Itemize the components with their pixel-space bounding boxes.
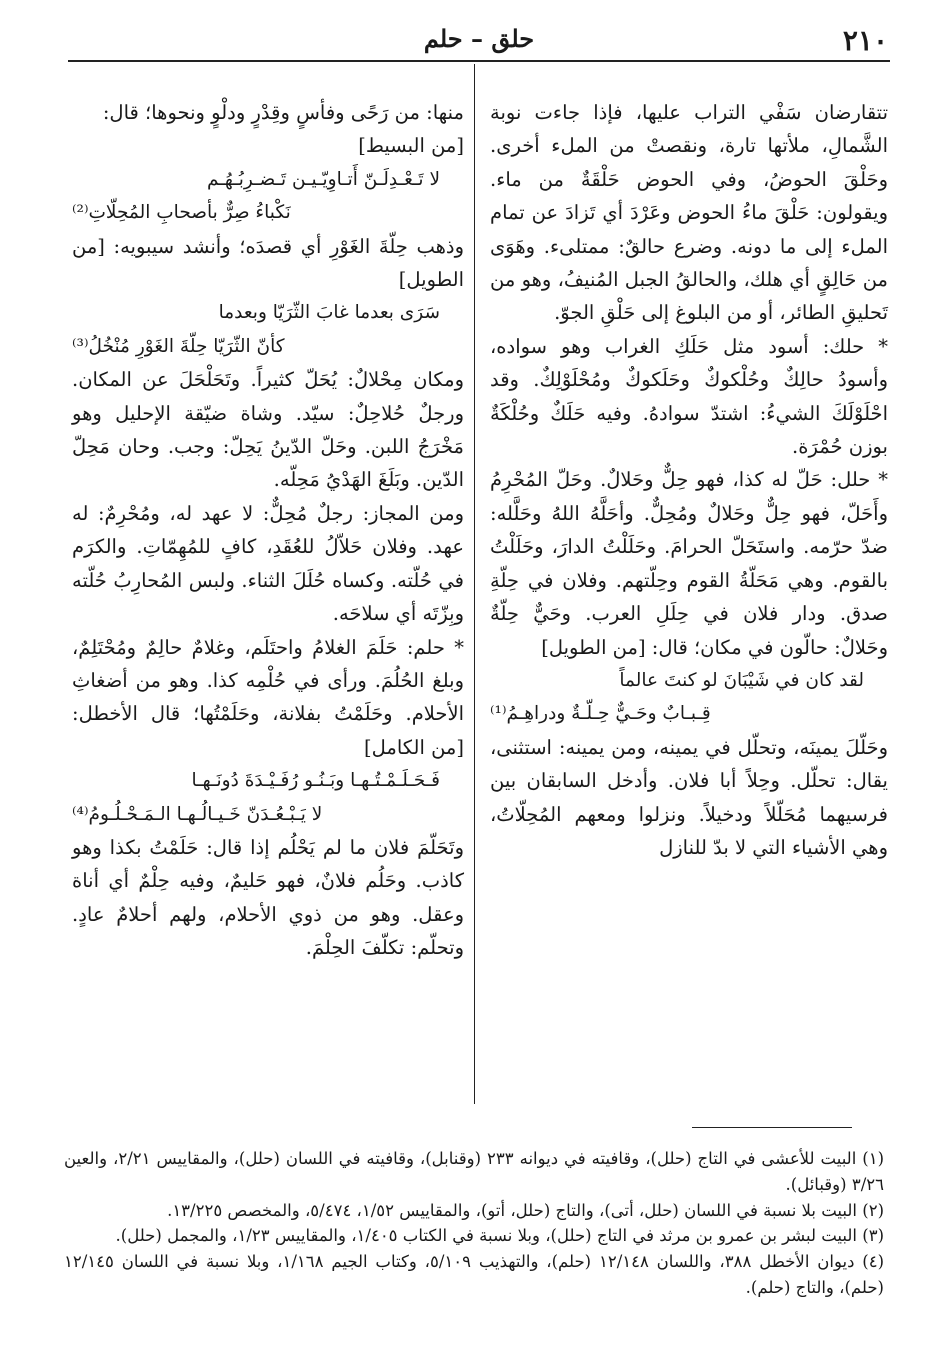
verse-4-second-hemistich: لا يَـبْـعُـدَنّ خَـيـالُـهـا الـمَـحْـلُـومُ⁽⁴⁾ — [72, 803, 323, 825]
column-divider — [474, 64, 475, 1104]
entry-hlm: * حلم: حَلَمَ الغلامُ واحتَلَم، وغلامٌ حالِمٌ ومُحْتَلِمٌ، وبلغ الحُلُمَ. ورأى في حُلْمِه كذا. وهو من أضغاثِ الأحلام. وحَلَمْتُ بفلانة، وحَلَمْتُها؛ قال الأخطل: [من الكامل] — [72, 635, 464, 759]
footnote-1: (١) البيت للأعشى في التاج (حلل)، وقافيته في ديوانه ٢٣٣ (وقنابل)، وقافيته في اللسان (حلل)، والمقاييس ٢/٢١، والعين ٣/٢٦ (وقبائل). — [64, 1149, 884, 1194]
entry-hll: * حلل: حَلّ له كذا، فهو حِلٌّ وحَلالٌ. وحَلّ المُحْرِمُ وأَحَلّ، فهو حِلٌّ وحَلالٌ ومُحِلٌّ. وأحَلَّهُ اللهُ وحَلَّله: ضدّ حرّمه. واستَحَلّ الحرامَ. وحَلَلْتُ الدارَ، وحَلَلْتُ بالقوم. وهي مَحَلّةُ القوم وحِلّتهم. وفلان في حِلّةِ صدق. ودار فلان في حِلَلِ العرب. وحَيٌّ حِلّةٌ وحَلالٌ: حالّون في مكان؛ قال: [من الطويل] — [490, 468, 888, 659]
verse-1-second-hemistich: قِـبـابٌ وحَـيٌّ حِـلّـةٌ ودراهِـمُ⁽¹⁾ — [490, 703, 711, 725]
sibawayh-citation: وذهب حِلّةَ الغَوْرِ أي قصدَه؛ وأنشد سيبويه: [من الطويل] — [72, 234, 464, 292]
hll-continued-text: منها: من رَحًى وفأسٍ وقِدْرٍ ودلْوٍ ونحوها؛ قال: — [102, 101, 464, 124]
verse-2-second-hemistich: نَكْباءُ صِرٌّ بأصحابِ المُحِلّاتِ⁽²⁾ — [72, 202, 291, 224]
footnote-rule — [692, 1127, 852, 1128]
hll-majaz: ومن المجاز: رجلٌ مُحِلٌّ: لا عهد له، ومُحْرِمٌ: له عهد. وفلان حَلاّلُ للعُقَدِ، كافٍ للمُهِمّاتِ. والكرَم في حُلّته. وكساه حُلَلَ الثناء. ولبس المُحارِبُ حُلّته وبِزّتَه أي سلاحَه. — [72, 501, 464, 626]
verse-4-first-hemistich: فَـحَـلَـمْـتُـهـا وبَـنُـو رُفَـيْـدَةَ دُونَـهـا — [191, 770, 440, 792]
verse-1-first-hemistich: لقد كان في شَيْبَانَ لو كنتَ عالماً — [619, 669, 864, 691]
meter-label: [من البسيط] — [358, 134, 464, 158]
entry-hlm-continued: وتَحَلّمَ فلان ما لم يَحْلُم إذا قال: حَلَمْتُ بكذا وهو كاذب. وحَلُم فلانٌ، فهو حَليمٌ، وفيه حِلْمٌ أي أناة وعقل. وهو من ذوي الأحلام، ولهم أحلامٌ عادٍ. وتحلّم: تكلّفَ الحِلْمَ. — [72, 835, 464, 960]
hll-more-text: ومكان مِحْلالٌ: يُحَلّ كثيراً. وتَحَلْحَلَ عن المكان. ورجلٌ حُلاحِلٌ: سيّد. وشاة ضيّقة الإحليل وهو مَخْرَجُ اللبن. وحَلّ الدّينُ يَحِلّ: وجب. وحان مَحِلّ الدّين. وبَلَغَ الهَدْيُ مَحِلّه. — [72, 368, 464, 492]
entry-hlk: * حلك: أسود مثل حَلَكِ الغراب وهو سواده، وأسودُ حالِكٌ وحُلْكوكٌ وحَلَكوكٌ ومُحْلَوْلِكٌ. وقد احْلَوْلَكَ الشيءُ: اشتدّ سوادهُ. وفيه حَلَكٌ وحُلْكَةٌ بوزن حُمْرَة. — [490, 334, 888, 459]
right-column — [490, 96, 888, 864]
footnote-4: (٤) ديوان الأخطل ٣٨٨، واللسان ١٢/١٤٨ (حلم)، والتهذيب ٥/١٠٩، وكتاب الجيم ١/١٦٨، وبلا نسبة في اللسان ١٢/١٤٥ (حلم)، والتاج (حلم). — [64, 1252, 885, 1297]
verse-3-first-hemistich: سَرَى بعدما غابَ الثّرَيّا وبعدما — [218, 302, 440, 324]
left-column — [72, 96, 464, 965]
footnote-2: (٢) البيت بلا نسبة في اللسان (حلل، أتى)، والتاج (حلل، أتو)، والمقاييس ١/٥٢، ٥/٤٧٤، والمخصص ١٣/٢٢٥. — [167, 1200, 884, 1220]
footnotes — [64, 1146, 884, 1301]
header-rule — [68, 60, 890, 62]
page-header — [70, 22, 888, 62]
footnote-3: (٣) البيت لبشر بن عمرو بن مرثد في التاج (حلل)، وبلا نسبة في الكتاب ١/٤٠٥، والمقاييس ١/٢٣، والمجمل (حلل). — [115, 1226, 884, 1246]
running-title: حلق – حلم — [423, 24, 535, 53]
entry-hlq-continued: تتقارضان سَفْي التراب عليها، فإذا جاءت نوبة الشَّمالِ، ملأتها تارة، ونقصتْ من الملء أخرى. وحَلْقَ الحوضُ، وفي الحوض حَلْقَةٌ من ماء. ويقولون: حَلْقَ ماءُ الحوض وعَرْدَ أي تَزادَ عن تمام الملء إلى ما دونه. وضرع حالقٌ: ممتلىء. وهَوَى من حَالِقٍ أي هلك، والحالقُ الجبل المُنيفُ، وهو من تَحليقِ الطائر، أو من البلوغ إلى حَلْقِ الجوّ. — [490, 101, 888, 325]
verse-3-second-hemistich: كأنّ الثّرَيّا حِلّةَ الغَوْرِ مُنْخُلُ⁽³⁾ — [72, 335, 285, 357]
entry-hll-continued: وحَلّلَ يمينَه، وتحلّل في يمينه، ومن يمينه: استثنى، يقال: تحلّل. وحِلاً أبا فلان. وأدخل السابقان بين فرسيهما مُحَلّلاً ودخيلاً. ونزلوا ومعهم المُحِلّاتُ، وهي الأشياء التي لا بدّ للنازل — [490, 735, 888, 859]
page-number: ٢١٠ — [842, 24, 888, 57]
verse-2-first-hemistich: لا تَـعْـدِلَـنّ أَتـاوِيّـيـن تَـضـرِبُـهُـم — [207, 168, 440, 190]
